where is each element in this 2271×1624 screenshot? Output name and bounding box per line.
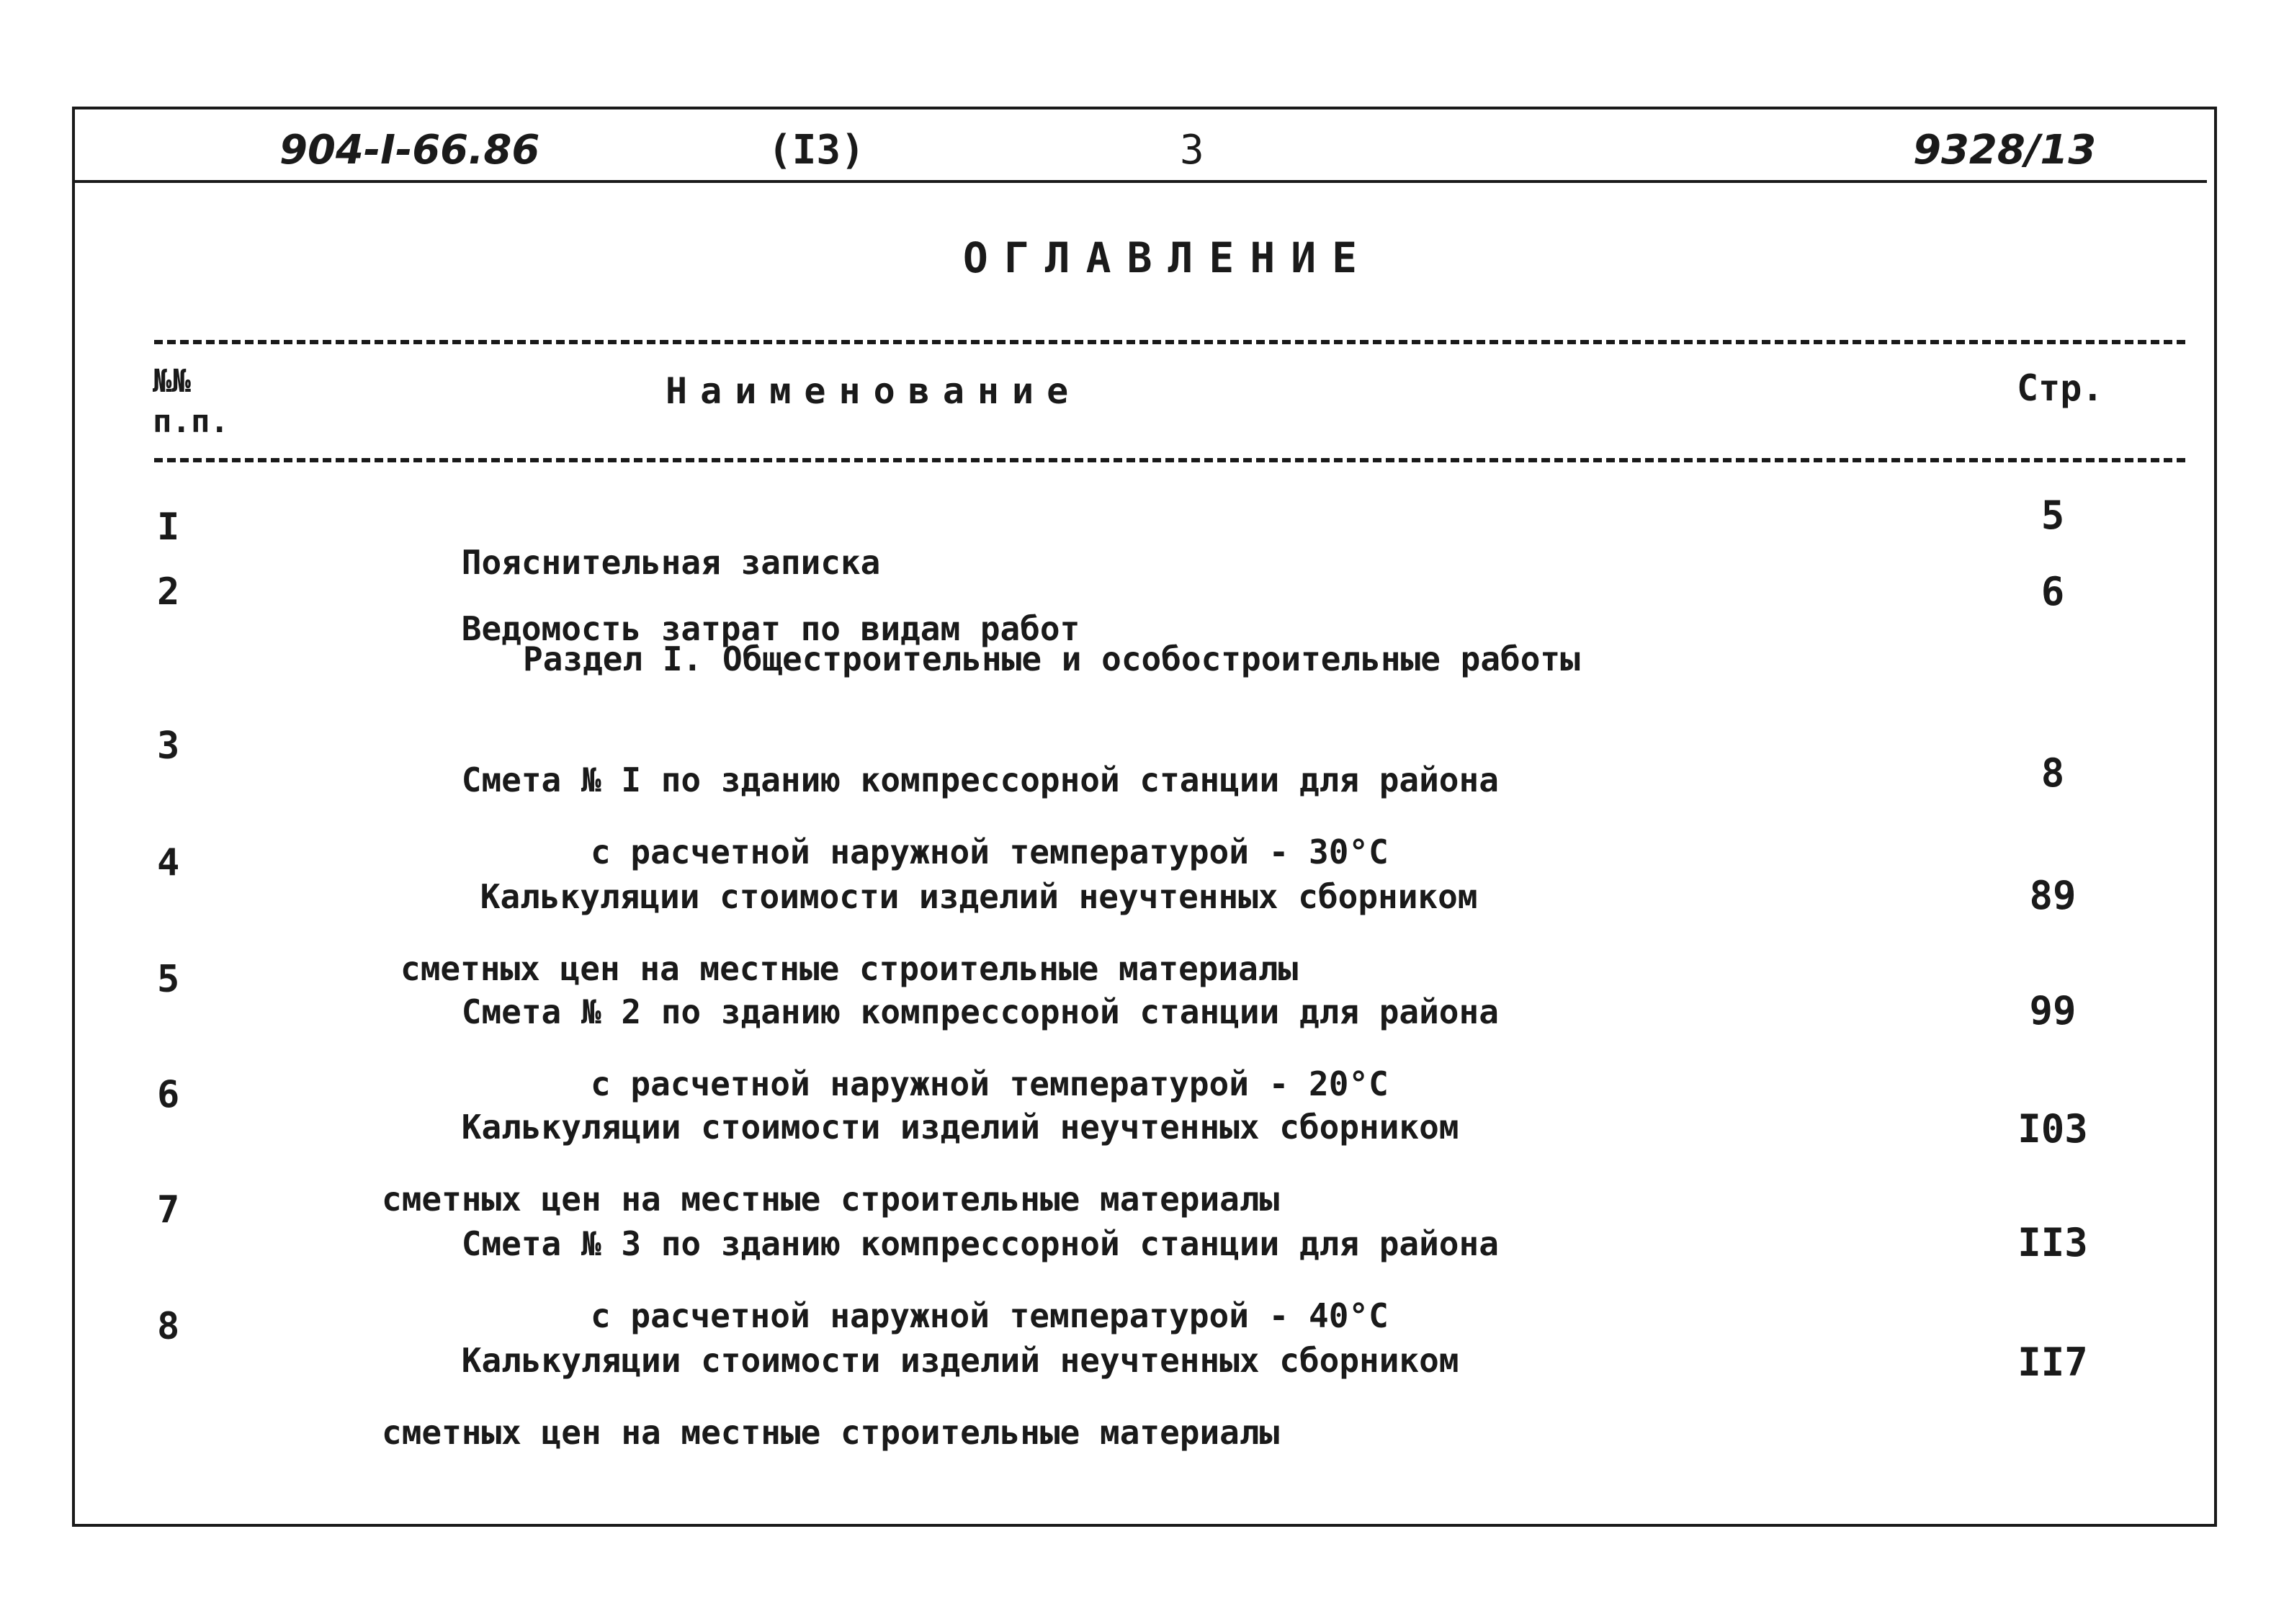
toc-row-title-line1: Ведомость затрат по видам работ — [461, 609, 1080, 648]
toc-row-number: 2 — [157, 570, 180, 614]
toc-row-title-line2: сметных цен на местные строительные материалы — [382, 1180, 1280, 1219]
toc-row-number: 8 — [157, 1305, 180, 1348]
toc-row-title-line2: с расчетной наружной температурой - 20°C — [591, 1064, 1389, 1103]
toc-row-page: II7 — [2017, 1340, 2088, 1385]
column-header-number-line1: №№ — [153, 363, 191, 400]
column-header-number-line2: п.п. — [153, 403, 229, 440]
column-header-page: Стр. — [2017, 367, 2104, 409]
sheet-reference: (I3) — [768, 127, 865, 174]
toc-row-title-line1: Смета № 2 по зданию компрессорной станции для района — [461, 992, 1499, 1031]
toc-row-page: 5 — [2041, 493, 2065, 538]
page-title: ОГЛАВЛЕНИЕ — [962, 233, 1374, 282]
toc-row-title-line1: Смета № I по зданию компрессорной станции для района — [461, 761, 1499, 799]
toc-row-title-line2: сметных цен на местные строительные материалы — [382, 1413, 1280, 1452]
toc-row-number: 6 — [157, 1073, 180, 1116]
toc-row-number: 7 — [157, 1188, 180, 1232]
toc-row-title-line1: Калькуляции стоимости изделий неучтенных сборником — [461, 1108, 1459, 1147]
column-header-name: Наименование — [666, 370, 1082, 412]
toc-row-number: 5 — [157, 958, 180, 1001]
page-number: 3 — [1180, 127, 1204, 174]
toc-row-title — [382, 1306, 1459, 1522]
toc-row-page: II3 — [2017, 1220, 2088, 1265]
toc-row-title-line2: сметных цен на местные строительные материалы — [400, 949, 1299, 988]
toc-row-title-line1: Смета № 3 по зданию компрессорной станции для района — [461, 1224, 1499, 1263]
project-code: 904-I-66.86 — [279, 127, 540, 174]
section-heading: Раздел I. Общестроительные и особостроительные работы — [523, 640, 1580, 678]
toc-row-title-line1: Калькуляции стоимости изделий неучтенных сборником — [461, 1341, 1459, 1380]
toc-row-page: I03 — [2017, 1106, 2088, 1152]
toc-row-page: 6 — [2041, 569, 2065, 614]
toc-row-number: 4 — [157, 841, 180, 884]
inventory-number: 9328/13 — [1913, 127, 2097, 174]
toc-row-title-line1: Калькуляции стоимости изделий неучтенных сборником — [480, 877, 1478, 916]
toc-row-title-line2: с расчетной наружной температурой - 30°C — [591, 833, 1389, 871]
toc-row-number: 3 — [157, 724, 180, 768]
toc-row-title-line2: с расчетной наружной температурой - 40°C — [591, 1296, 1389, 1335]
toc-row-page: 8 — [2041, 750, 2065, 796]
toc-row-title-line1: Пояснительная записка — [461, 543, 881, 582]
toc-row-page: 89 — [2029, 873, 2077, 918]
toc-row-number: I — [157, 506, 180, 549]
toc-row-page: 99 — [2029, 988, 2077, 1033]
